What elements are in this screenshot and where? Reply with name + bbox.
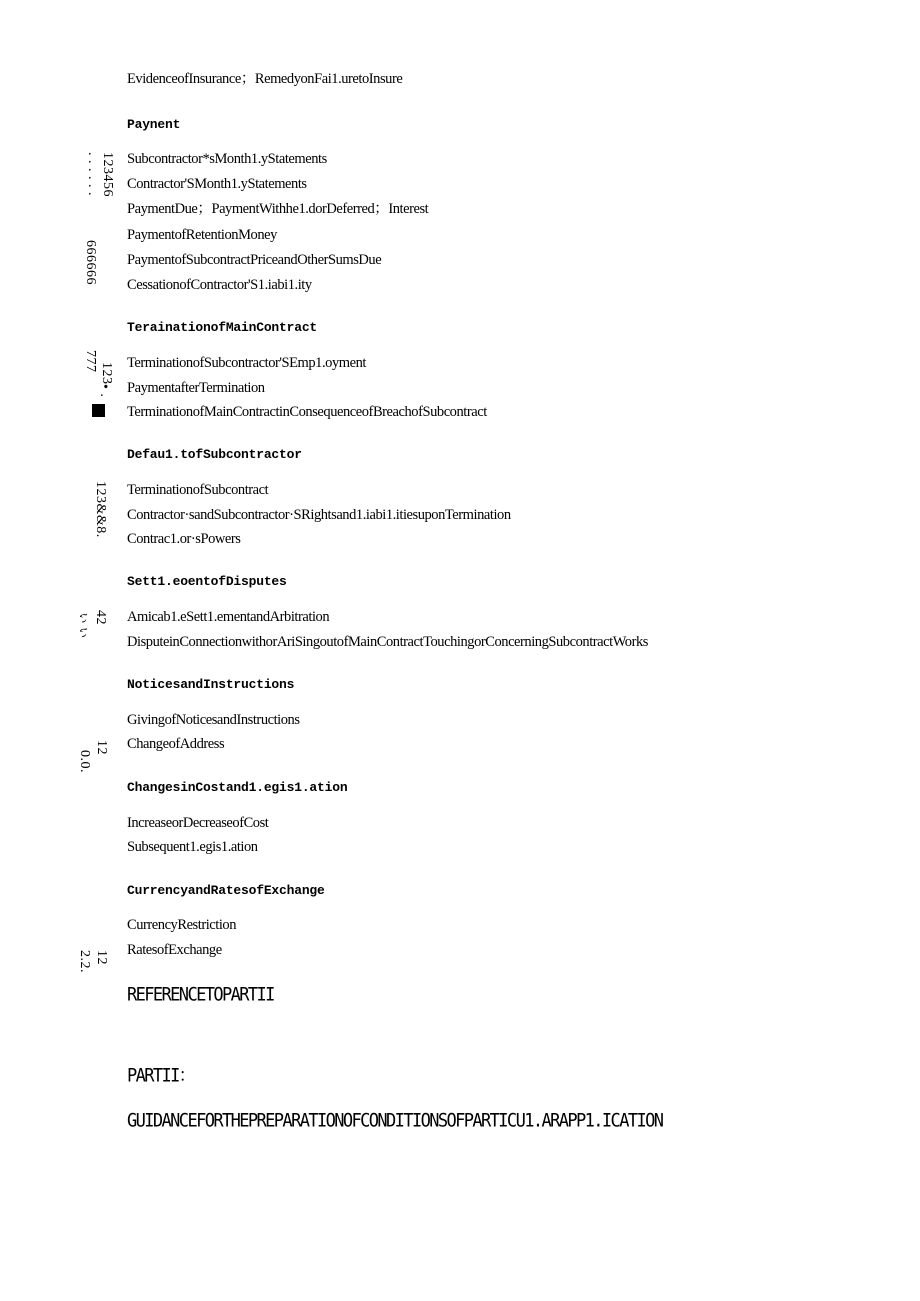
clause-item: TerminationofSubcontract xyxy=(127,482,269,498)
clause-item: RatesofExchange xyxy=(127,942,222,958)
margin-clause-numbers: 123 xyxy=(99,362,114,385)
clause-item: GivingofNoticesandInstructions xyxy=(127,712,300,728)
margin-clause-prefix: 777 xyxy=(83,350,98,373)
clause-item: PaymentDue；PaymentWithhe1.dorDeferred；Interest xyxy=(127,201,429,217)
section-heading-default: Defau1.tofSubcontractor xyxy=(127,447,302,462)
section-heading-changes: ChangesinCostand1.egis1.ation xyxy=(127,780,348,795)
evidence-of-insurance-line: EvidenceofInsurance；RemedyonFai1.uretoInsure xyxy=(127,71,403,87)
margin-clause-numbers: 123456 xyxy=(100,152,115,197)
clause-item: Contrac1.or·sPowers xyxy=(127,531,241,547)
clause-item: Subcontractor*sMonth1.yStatements xyxy=(127,151,327,167)
clause-item: PaymentofSubcontractPriceandOtherSumsDue xyxy=(127,252,382,268)
part-ii-title: PARTII： xyxy=(127,1064,195,1087)
clause-item: Contractor'SMonth1.yStatements xyxy=(127,176,307,192)
clause-item: CurrencyRestriction xyxy=(127,917,237,933)
clause-item: TerminationofMainContractinConsequenceofBreachofSubcontract xyxy=(127,404,487,420)
black-square-marker xyxy=(92,404,105,417)
margin-clause-dots: ぃぃ xyxy=(76,611,91,640)
clause-item: PaymentafterTermination xyxy=(127,380,265,396)
clause-item: IncreaseorDecreaseofCost xyxy=(127,815,269,831)
clause-item: CessationofContractor'S1.iabi1.ity xyxy=(127,277,312,293)
margin-clause-numbers: 123&&8. xyxy=(93,481,108,538)
clause-item: TerminationofSubcontractor'SEmp1.oyment xyxy=(127,355,366,371)
clause-item: Contractor·sandSubcontractor·SRightsand1.iabi1.itiesuponTermination xyxy=(127,507,511,523)
margin-clause-numbers: 12 xyxy=(94,740,109,755)
margin-clause-prefix: 666666 xyxy=(83,240,98,285)
clause-item: PaymentofRetentionMoney xyxy=(127,227,277,243)
reference-to-part-ii: REFERENCETOPARTII xyxy=(127,983,274,1006)
margin-clause-dots: . . . . . . xyxy=(85,152,100,196)
section-heading-currency: CurrencyandRatesofExchange xyxy=(127,883,325,898)
section-heading-notices: NoticesandInstructions xyxy=(127,677,295,692)
clause-item: ChangeofAddress xyxy=(127,736,225,752)
margin-clause-numbers: 12 xyxy=(94,950,109,965)
section-heading-disputes: Sett1.eoentofDisputes xyxy=(127,574,287,589)
section-heading-termination: TerainationofMainContract xyxy=(127,320,318,335)
clause-item: Amicab1.eSett1.ementandArbitration xyxy=(127,609,330,625)
margin-clause-numbers: 42 xyxy=(93,610,108,625)
margin-clause-dots: 0.0. xyxy=(77,750,92,773)
margin-clause-dots: • . xyxy=(97,384,112,398)
clause-item: DisputeinConnectionwithorAriSingoutofMainContractTouchingorConcerningSubcontractWorks xyxy=(127,634,648,650)
margin-clause-dots: 2.2. xyxy=(77,950,92,973)
clause-item: Subsequent1.egis1.ation xyxy=(127,839,258,855)
section-heading-payment: Paynent xyxy=(127,117,181,132)
part-ii-subtitle: GUIDANCEFORTHEPREPARATIONOFCONDITIONSOFPARTICU1.ARAPP1.ICATION xyxy=(127,1109,663,1132)
